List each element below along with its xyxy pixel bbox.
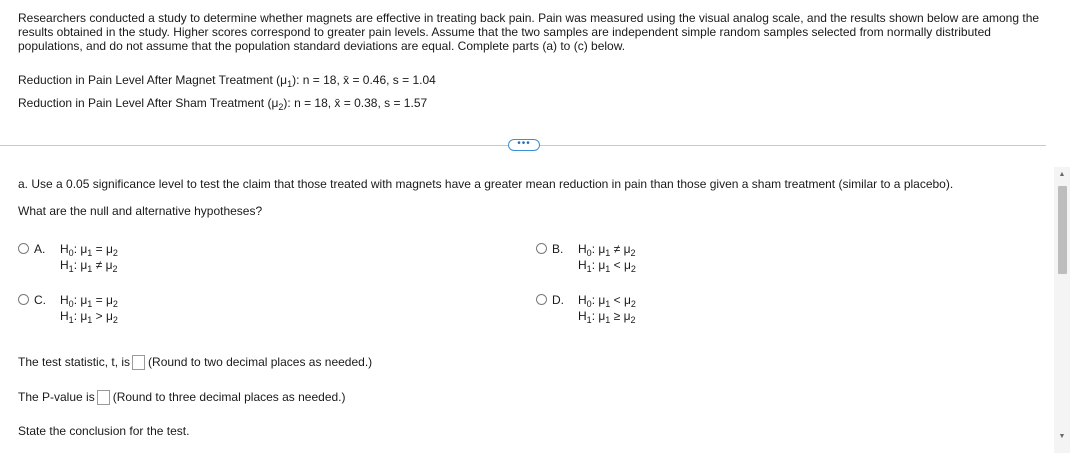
- mu-subscript: 2: [112, 315, 118, 325]
- mu-symbol: μ: [598, 242, 606, 256]
- relation-operator: <: [613, 258, 621, 272]
- mu-subscript: 2: [112, 264, 118, 274]
- h-symbol: H: [578, 309, 587, 323]
- colon: :: [73, 242, 81, 256]
- h-symbol: H: [578, 242, 587, 256]
- magnet-data-sub: 1: [287, 79, 293, 89]
- magnet-data-prefix: Reduction in Pain Level After Magnet Treatment (μ: [18, 73, 288, 87]
- mu-subscript: 2: [630, 299, 636, 309]
- mu-symbol: μ: [105, 258, 113, 272]
- colon: :: [591, 242, 599, 256]
- mu-subscript: 2: [630, 315, 636, 325]
- colon: :: [73, 309, 81, 323]
- part-a-question: a. Use a 0.05 significance level to test the claim that those treated with magnets have a greater mean reduction in pain than those given a sham treatment (similar to a placebo).: [18, 177, 954, 191]
- mu-symbol: μ: [598, 258, 606, 272]
- test-statistic-input[interactable]: [132, 355, 145, 370]
- p-value-input[interactable]: [97, 390, 110, 405]
- mu-symbol: μ: [624, 293, 631, 307]
- null-hypothesis: [60, 242, 118, 256]
- problem-intro: Researchers conducted a study to determine whether magnets are effective in treating back pain. Pain was measured using the visual analog scale, and the results shown below are among the results obtained in the study. Higher scores correspond to greater pain levels. Assume that the two samples are independent simple random samples selected from normally distributed populations, and do not assume that the population standard deviations are equal. Complete parts (a) to (c) below.: [18, 11, 1040, 53]
- null-hypothesis: [578, 293, 636, 307]
- sham-data-prefix: Reduction in Pain Level After Sham Treatment (μ: [18, 96, 279, 110]
- h-symbol: H: [60, 258, 69, 272]
- mu-symbol: μ: [80, 309, 88, 323]
- test-statistic-hint: (Round to two decimal places as needed.): [148, 355, 373, 369]
- mu-symbol: μ: [623, 242, 631, 256]
- conclusion-prompt: State the conclusion for the test.: [18, 424, 190, 438]
- colon: :: [591, 293, 599, 307]
- relation-operator: <: [613, 293, 621, 307]
- radio-button[interactable]: [536, 243, 547, 254]
- alternative-hypothesis: [60, 258, 118, 272]
- relation-operator: ≠: [613, 242, 621, 256]
- alternative-hypothesis: [60, 309, 118, 323]
- option-letter: A.: [34, 242, 46, 256]
- mu-subscript: 1: [605, 248, 611, 258]
- option-letter: B.: [552, 242, 564, 256]
- expand-data-button[interactable]: •••: [508, 139, 540, 151]
- sham-data-suffix: ): n = 18, x̄ = 0.38, s = 1.57: [283, 96, 428, 110]
- test-statistic-label: The test statistic, t, is: [18, 355, 131, 369]
- mu-symbol: μ: [80, 258, 88, 272]
- mu-symbol: μ: [623, 309, 631, 323]
- h-subscript: 1: [586, 315, 592, 325]
- magnet-data-suffix: ): n = 18, x̄ = 0.46, s = 1.04: [292, 73, 436, 87]
- magnet-data-line: [18, 73, 436, 87]
- radio-button[interactable]: [18, 294, 29, 305]
- mu-subscript: 2: [112, 248, 118, 258]
- relation-operator: =: [95, 242, 103, 256]
- sham-data-line: [18, 96, 427, 110]
- mu-subscript: 1: [87, 248, 93, 258]
- relation-operator: ≥: [613, 309, 621, 323]
- h-subscript: 0: [68, 299, 74, 309]
- h-subscript: 1: [68, 315, 74, 325]
- colon: :: [73, 293, 81, 307]
- scroll-down-icon[interactable]: ▼: [1058, 433, 1066, 440]
- relation-operator: ≠: [95, 258, 103, 272]
- mu-symbol: μ: [106, 293, 113, 307]
- null-hypothesis: [578, 242, 636, 256]
- option-letter: D.: [552, 293, 564, 307]
- h-subscript: 1: [586, 264, 592, 274]
- mu-subscript: 1: [605, 264, 611, 274]
- mu-symbol: μ: [106, 242, 113, 256]
- scroll-up-icon[interactable]: ▲: [1058, 171, 1066, 178]
- mu-subscript: 2: [630, 264, 636, 274]
- mu-symbol: μ: [80, 293, 88, 307]
- mu-symbol: μ: [80, 242, 88, 256]
- p-value-label: The P-value is: [18, 390, 95, 404]
- mu-subscript: 1: [87, 299, 93, 309]
- radio-button[interactable]: [536, 294, 547, 305]
- mu-subscript: 1: [87, 264, 93, 274]
- p-value-hint: (Round to three decimal places as needed.): [112, 390, 346, 404]
- mu-subscript: 2: [112, 299, 118, 309]
- colon: :: [591, 258, 599, 272]
- mu-symbol: μ: [598, 293, 606, 307]
- alternative-hypothesis: [578, 309, 636, 323]
- h-symbol: H: [60, 309, 69, 323]
- mu-subscript: 1: [605, 299, 611, 309]
- h-subscript: 0: [586, 299, 592, 309]
- h-symbol: H: [60, 293, 69, 307]
- sham-data-sub: 2: [278, 102, 284, 112]
- mu-subscript: 1: [605, 315, 611, 325]
- colon: :: [73, 258, 81, 272]
- mu-subscript: 2: [630, 248, 636, 258]
- scroll-thumb[interactable]: [1058, 186, 1067, 274]
- mu-symbol: μ: [598, 309, 606, 323]
- h-symbol: H: [60, 242, 69, 256]
- h-subscript: 0: [586, 248, 592, 258]
- null-hypothesis: [60, 293, 118, 307]
- mu-symbol: μ: [624, 258, 631, 272]
- mu-subscript: 1: [87, 315, 93, 325]
- h-symbol: H: [578, 293, 587, 307]
- relation-operator: =: [95, 293, 103, 307]
- colon: :: [591, 309, 599, 323]
- test-statistic-line: [18, 355, 372, 370]
- h-subscript: 0: [68, 248, 74, 258]
- hypotheses-prompt: What are the null and alternative hypotheses?: [18, 204, 263, 218]
- mu-symbol: μ: [106, 309, 113, 323]
- h-subscript: 1: [68, 264, 74, 274]
- p-value-line: [18, 390, 346, 405]
- radio-button[interactable]: [18, 243, 29, 254]
- h-symbol: H: [578, 258, 587, 272]
- alternative-hypothesis: [578, 258, 636, 272]
- relation-operator: >: [95, 309, 103, 323]
- option-letter: C.: [34, 293, 46, 307]
